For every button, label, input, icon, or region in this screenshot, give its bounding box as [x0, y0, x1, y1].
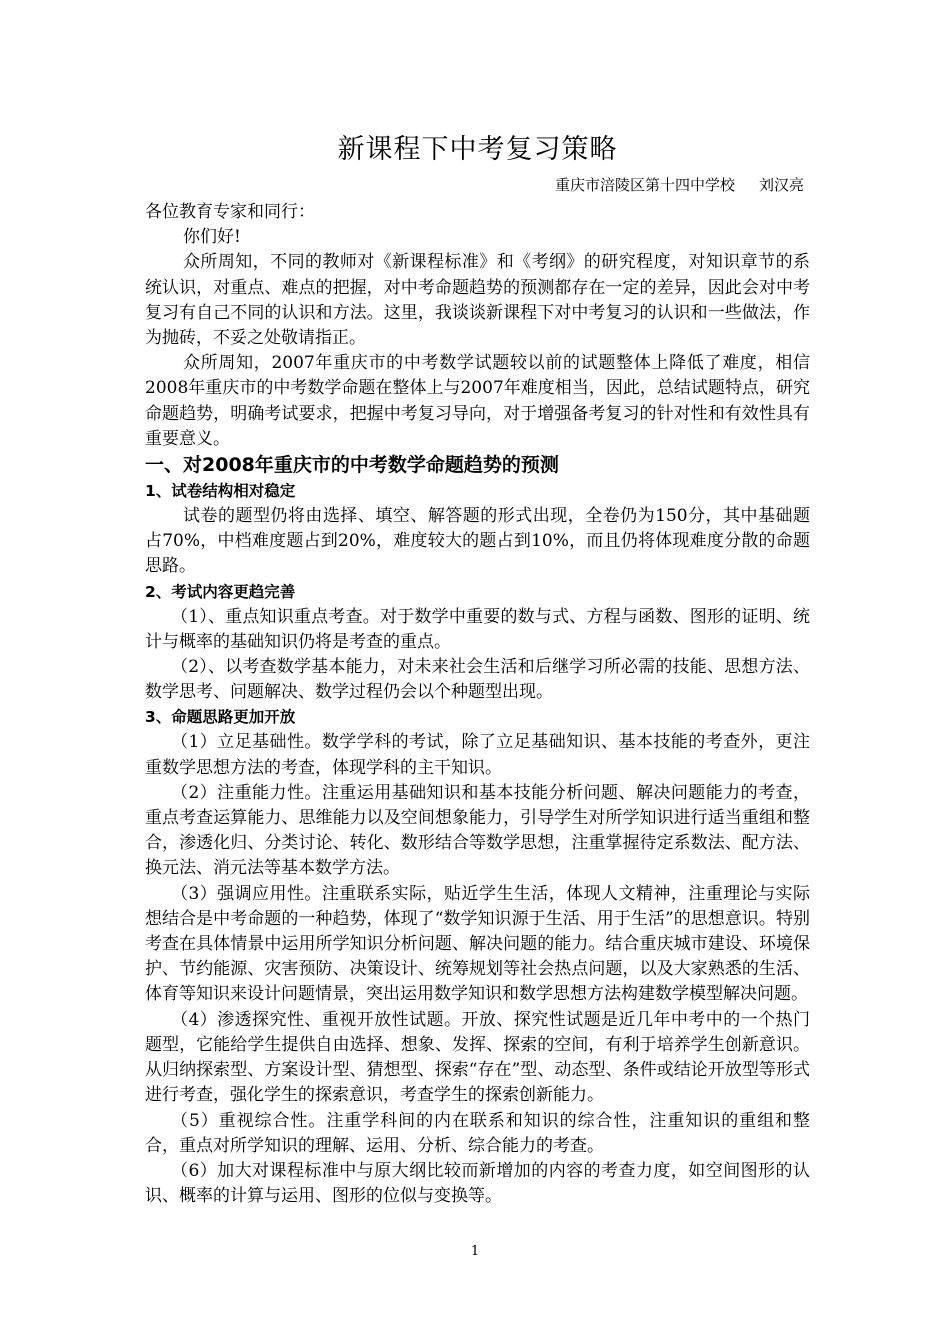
list-item: （5）重视综合性。注重学科间的内在联系和知识的综合性，注重知识的重组和整合，重点对所学知识的理解、运用、分析、综合能力的考查。	[145, 1110, 810, 1156]
subsection-heading: 2、考试内容更趋完善	[145, 582, 296, 601]
page-number: 1	[470, 1244, 480, 1259]
salutation: 各位教育专家和同行：	[145, 202, 315, 222]
document-title: 新课程下中考复习策略	[337, 134, 618, 165]
list-item: （2）注重能力性。注重运用基础知识和基本技能分析问题、解决问题能力的考查，重点考查运算能力、思维能力以及空间想象能力，引导学生对所学知识进行适当重组和整合，渗透化归、分类讨论、转化、数形结合等数学思想，注重掌握待定系数法、配方法、换元法、消元法等基本数学方法。	[145, 782, 810, 879]
subsection-paragraph: 试卷的题型仍将由选择、填空、解答题的形式出现，全卷仍为150分，其中基础题占70%，中档难度题占到20%，难度较大的题占到10%，而且仍将体现难度分散的命题思路。	[145, 506, 810, 577]
intro-paragraph: 众所周知，2007年重庆市的中考数学试题较以前的试题整体上降低了难度，相信2008年重庆市的中考数学命题在整体上与2007年难度相当，因此，总结试题特点，研究命题趋势，明确考试要求，把握中考复习导向，对于增强备考复习的针对性和有效性具有重要意义。	[145, 353, 810, 449]
author-line	[145, 170, 810, 200]
list-item: （1）立足基础性。数学学科的考试，除了立足基础知识、基本技能的考查外，更注重数学思想方法的考查，体现学科的主干知识。	[145, 732, 810, 778]
section-heading: 一、对2008年重庆市的中考数学命题趋势的预测	[145, 454, 559, 477]
subsection-heading: 1、试卷结构相对稳定	[145, 482, 296, 501]
list-item: （6）加大对课程标准中与原大纲比较而新增加的内容的考查力度，如空间图形的认识、概率的计算与运用、图形的位似与变换等。	[145, 1160, 810, 1207]
list-item: （1）、重点知识重点考查。对于数学中重要的数与式、方程与函数、图形的证明、统计与概率的基础知识仍将是考查的重点。	[145, 606, 810, 652]
list-item: （4）渗透探究性、重视开放性试题。开放、探究性试题是近几年中考中的一个热门题型，它能给学生提供自由选择、想象、发挥、探索的空间，有利于培养学生创新意识。从归纳探索型、方案设计型、猜想型、探索“存在”型、动态型、条件或结论开放型等形式进行考查，强化学生的探索意识，考查学生的探索创新能力。	[145, 1009, 810, 1106]
document-body	[145, 130, 810, 1209]
list-item: （2）、以考查数学基本能力，对未来社会生活和后继学习所必需的技能、思想方法、数学思考、问题解决、数学过程仍会以个种题型出现。	[145, 657, 810, 703]
author-affiliation: 重庆市涪陵区第十四中学校	[554, 176, 735, 194]
greeting: 你们好!	[183, 227, 241, 248]
author-name: 刘汉亮	[758, 176, 804, 194]
subsection-heading: 3、命题思路更加开放	[145, 708, 296, 727]
list-item: （3）强调应用性。注重联系实际，贴近学生生活，体现人文精神，注重理论与实际想结合是中考命题的一种趋势，体现了“数学知识源于生活、用于生活”的思想意识。特别考查在具体情景中运用所学知识分析问题、解决问题的能力。结合重庆城市建设、环境保护、节约能源、灾害预防、决策设计、统筹规划等社会热点问题，以及大家熟悉的生活、体育等知识来设计问题情景，突出运用数学知识和数学思想方法构建数学模型解决问题。	[145, 883, 810, 1005]
intro-paragraph: 众所周知，不同的教师对《新课程标准》和《考纲》的研究程度，对知识章节的系统认识，对重点、难点的把握，对中考命题趋势的预测都存在一定的差异，因此会对中考复习有自己不同的认识和方法。这里，我谈谈新课程下对中考复习的认识和一些做法，作为抛砖，不妥之处敬请指正。	[145, 252, 810, 349]
